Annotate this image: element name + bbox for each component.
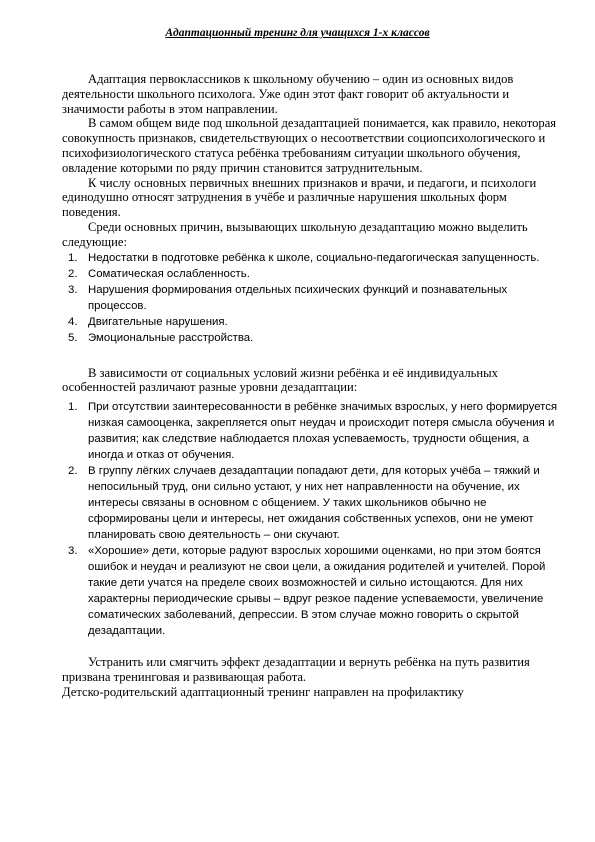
list-item: 1. При отсутствии заинтересованности в ребёнке значимых взрослых, у него формируется низкая самооценка, закрепляется опыт неудач и происходит потеря смысла обучения и развития; как следствие наблюдается плохая успеваемость, трудности общения, а иногда и отказ от обучения.	[68, 401, 558, 462]
list-item: 4. Двигательные нарушения.	[68, 315, 228, 328]
list-item-text: При отсутствии заинтересованности в ребёнке значимых взрослых, у него формируется низкая самооценка, закрепляется опыт неудач и происходит потеря смысла обучения и развития; как следствие наблюдается плохая успеваемость, трудности общения, а иногда и отказ от обучения.	[88, 401, 558, 462]
list-item: 5. Эмоциональные расстройства.	[68, 331, 254, 344]
paragraph-signs: К числу основных первичных внешних признаков и врачи, и педагоги, и психологи единодушно относят затруднения в учёбе и различные нарушения школьных форм поведения.	[62, 175, 537, 220]
document-title: Адаптационный тренинг для учащихся 1-х классов	[165, 27, 430, 39]
list-item: 2. В группу лёгких случаев дезадаптации попадают дети, для которых учёба – тяжкий и непосильный труд, они сильно устают, у них нет направленности на обучение, их интересы связаны в основном с общением. У таких школьников обычно не сформированы цели и интересы, нет ожидания собственных успехов, они не умеют планировать свою деятельность – они скучают.	[68, 465, 540, 542]
paragraph-definition: В самом общем виде под школьной дезадаптацией понимается, как правило, некоторая совокупность признаков, свидетельствующих о несоответствии социопсихологического и психофизиологического статуса ребёнка требованиям ситуации школьного обучения, овладение которыми по ряду причин становится затруднительным.	[62, 116, 557, 175]
paragraph-conclusion: Устранить или смягчить эффект дезадаптации и вернуть ребёнка на путь развития призвана тренинговая и развивающая работа.	[62, 655, 530, 684]
list-item: 1. Недостатки в подготовке ребёнка к школе, социально-педагогическая запущенность.	[68, 251, 540, 264]
list-item-text: Соматическая ослабленность.	[88, 267, 250, 280]
list-item: 3. Нарушения формирования отдельных психических функций и познавательных процессов.	[68, 283, 508, 312]
levels-list	[62, 399, 562, 639]
list-item: 3. «Хорошие» дети, которые радуют взрослых хорошими оценками, но при этом боятся ошибок и неудач и реализуют не свои цели, а ожидания родителей и учителей. Порой такие дети учатся на пределе своих возможностей и сильно истощаются. Для них характерны периодические срывы – вдруг резкое падение успеваемости, увеличение соматических заболеваний, депрессии. В этом случае можно говорить о скрытой дезадаптации.	[68, 545, 546, 638]
paragraph-levels-intro: В зависимости от социальных условий жизни ребёнка и её индивидуальных особенностей различают разные уровни дезадаптации:	[62, 365, 498, 395]
list-item-text: В группу лёгких случаев дезадаптации попадают дети, для которых учёба – тяжкий и непосильный труд, они сильно устают, у них нет направленности на обучение, их интересы связаны в основном с общением. У таких школьников обычно не сформированы цели и интересы, нет ожидания собственных успехов, они не умеют планировать свою деятельность – они скучают.	[88, 465, 540, 542]
causes-list	[62, 250, 562, 346]
list-item-text: Нарушения формирования отдельных психических функций и познавательных процессов.	[88, 283, 508, 312]
document-body	[62, 72, 562, 700]
paragraph-training: Детско-родительский адаптационный тренинг направлен на профилактику	[62, 684, 464, 699]
list-item-text: Эмоциональные расстройства.	[88, 331, 254, 344]
list-item-text: Недостатки в подготовке ребёнка к школе, социально-педагогическая запущенность.	[88, 251, 540, 264]
list-item: 2. Соматическая ослабленность.	[68, 267, 250, 280]
list-item-text: Двигательные нарушения.	[88, 315, 228, 328]
paragraph-causes-intro: Среди основных причин, вызывающих школьную дезадаптацию можно выделить следующие:	[62, 219, 528, 249]
paragraph-intro: Адаптация первоклассников к школьному обучению – один из основных видов деятельности школьного психолога. Уже один этот факт говорит об актуальности и значимости работы в этом направлении.	[62, 72, 514, 116]
list-item-text: «Хорошие» дети, которые радуют взрослых хорошими оценками, но при этом боятся ошибок и неудач и реализуют не свои цели, а ожидания родителей и учителей. Порой такие дети учатся на пределе своих возможностей и сильно истощаются. Для них характерны периодические срывы – вдруг резкое падение успеваемости, увеличение соматических заболеваний, депрессии. В этом случае можно говорить о скрытой дезадаптации.	[88, 545, 546, 638]
